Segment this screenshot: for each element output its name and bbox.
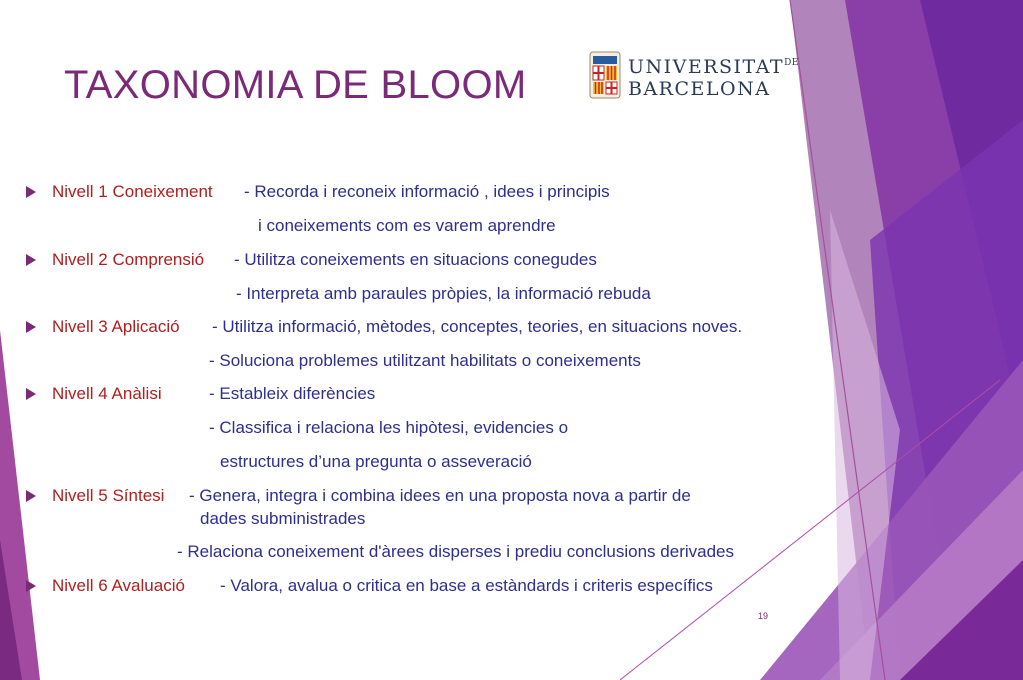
level-5-description-line: - Genera, integra i combina idees en una proposta nova a partir de <box>189 486 691 505</box>
level-6-description-line: - Valora, avalua o critica en base a estàndards i criteris específics <box>220 576 713 595</box>
level-3-description-line: - Soluciona problemes utilitzant habilitats o coneixements <box>209 351 641 370</box>
level-1-description-line: i coneixements com es varem aprendre <box>258 216 556 235</box>
page-number: 19 <box>758 611 769 621</box>
level-6-label: Nivell 6 Avaluació <box>52 576 185 595</box>
level-3-label: Nivell 3 Aplicació <box>52 317 180 336</box>
university-crest-icon <box>588 50 622 102</box>
level-5-description-line: - Relaciona coneixement d'àrees disperses i prediu conclusions derivades <box>177 542 734 561</box>
level-4-description-line: estructures d’una pregunta o asseveració <box>220 452 532 471</box>
level-4-description-line: - Classifica i relaciona les hipòtesi, evidencies o <box>209 418 569 437</box>
bullet-arrow-icon <box>26 254 36 266</box>
level-1-description-line: - Recorda i reconeix informació , idees i principis <box>244 182 610 201</box>
level-1-label: Nivell 1 Coneixement <box>52 182 213 201</box>
bullet-arrow-icon <box>26 580 36 592</box>
level-3-description-line: - Utilitza informació, mètodes, conceptes, teories, en situacions noves. <box>212 317 743 336</box>
level-5-label: Nivell 5 Síntesi <box>52 486 165 505</box>
logo-text-line1: $UNIVERSITAT^{DE}$ <box>628 56 799 78</box>
level-2-description-line: - Interpreta amb paraules pròpies, la informació rebuda <box>236 284 651 303</box>
level-4-label: Nivell 4 Anàlisi <box>52 384 162 403</box>
bullet-arrow-icon <box>26 186 36 198</box>
bullet-arrow-icon <box>26 388 36 400</box>
level-4-description-line: - Estableix diferències <box>209 384 376 403</box>
logo-text-line2: BARCELONA <box>628 78 771 100</box>
level-2-description-line: - Utilitza coneixements en situacions conegudes <box>234 250 597 269</box>
slide-title: TAXONOMIA DE BLOOM <box>64 63 527 107</box>
level-5-description-line: dades subministrades <box>200 509 366 528</box>
level-2-label: Nivell 2 Comprensió <box>52 250 205 269</box>
bullet-arrow-icon <box>26 490 36 502</box>
bullet-arrow-icon <box>26 321 36 333</box>
university-logo <box>588 50 799 106</box>
